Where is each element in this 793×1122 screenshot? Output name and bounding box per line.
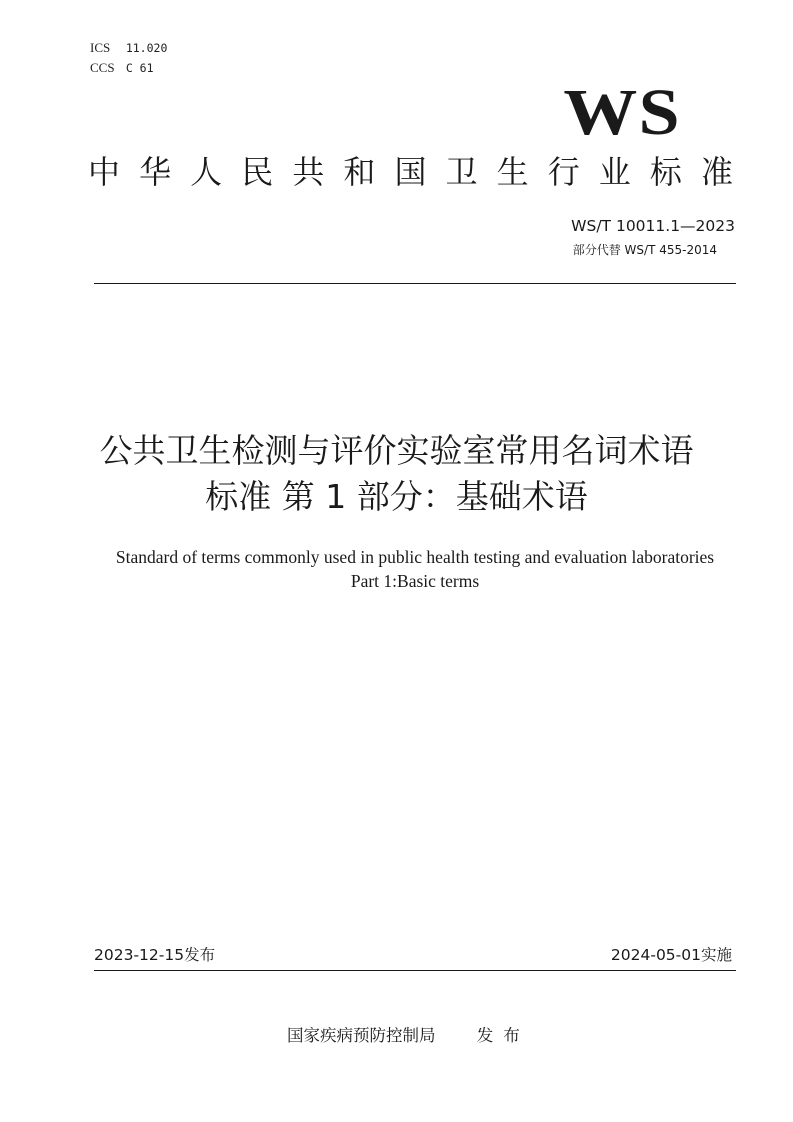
title-cn-line-1: 公共卫生检测与评价实验室常用名词术语 (99, 431, 694, 470)
title-en-line-1: Standard of terms commonly used in public health testing and evaluation laboratories (115, 547, 715, 567)
standard-number: WS/T 10011.1—2023 (571, 217, 735, 235)
document-title-cn (0, 428, 793, 520)
title-char: 民 (241, 153, 274, 191)
ics-code (90, 38, 167, 58)
publish-label: 发布 (476, 1026, 530, 1045)
ccs-label: CCS (90, 60, 115, 75)
classification-codes (90, 38, 167, 78)
replaces-note: 部分代替 WS/T 455-2014 (572, 243, 717, 257)
ccs-value: C 61 (125, 61, 154, 75)
ws-logo: WS (563, 76, 681, 149)
title-char: 标 (649, 153, 682, 191)
title-en-line-2: Part 1:Basic terms (350, 571, 480, 591)
publisher (287, 1024, 530, 1048)
ccs-code (90, 58, 167, 78)
industry-standard-title (88, 150, 733, 194)
title-char: 生 (496, 153, 529, 191)
title-char: 人 (190, 153, 223, 191)
title-char: 国 (394, 153, 427, 191)
title-cn-line-2: 标准 第 1 部分：基础术语 (205, 477, 588, 516)
document-title-en (0, 545, 793, 593)
ics-value: 11.020 (125, 41, 168, 55)
title-char: 共 (292, 153, 325, 191)
issue-date: 2023-12-15发布 (94, 946, 216, 964)
title-char: 行 (547, 153, 580, 191)
footer-divider (94, 970, 736, 971)
title-char: 和 (343, 153, 376, 191)
issuing-authority: 国家疾病预防控制局 (287, 1026, 436, 1045)
implementation-date: 2024-05-01实施 (610, 946, 732, 964)
title-char: 业 (598, 153, 631, 191)
title-char: 卫 (445, 153, 478, 191)
title-char: 准 (700, 153, 733, 191)
header-divider (94, 283, 736, 284)
ics-label: ICS (90, 40, 111, 55)
title-char: 华 (139, 153, 172, 191)
title-char: 中 (88, 153, 121, 191)
